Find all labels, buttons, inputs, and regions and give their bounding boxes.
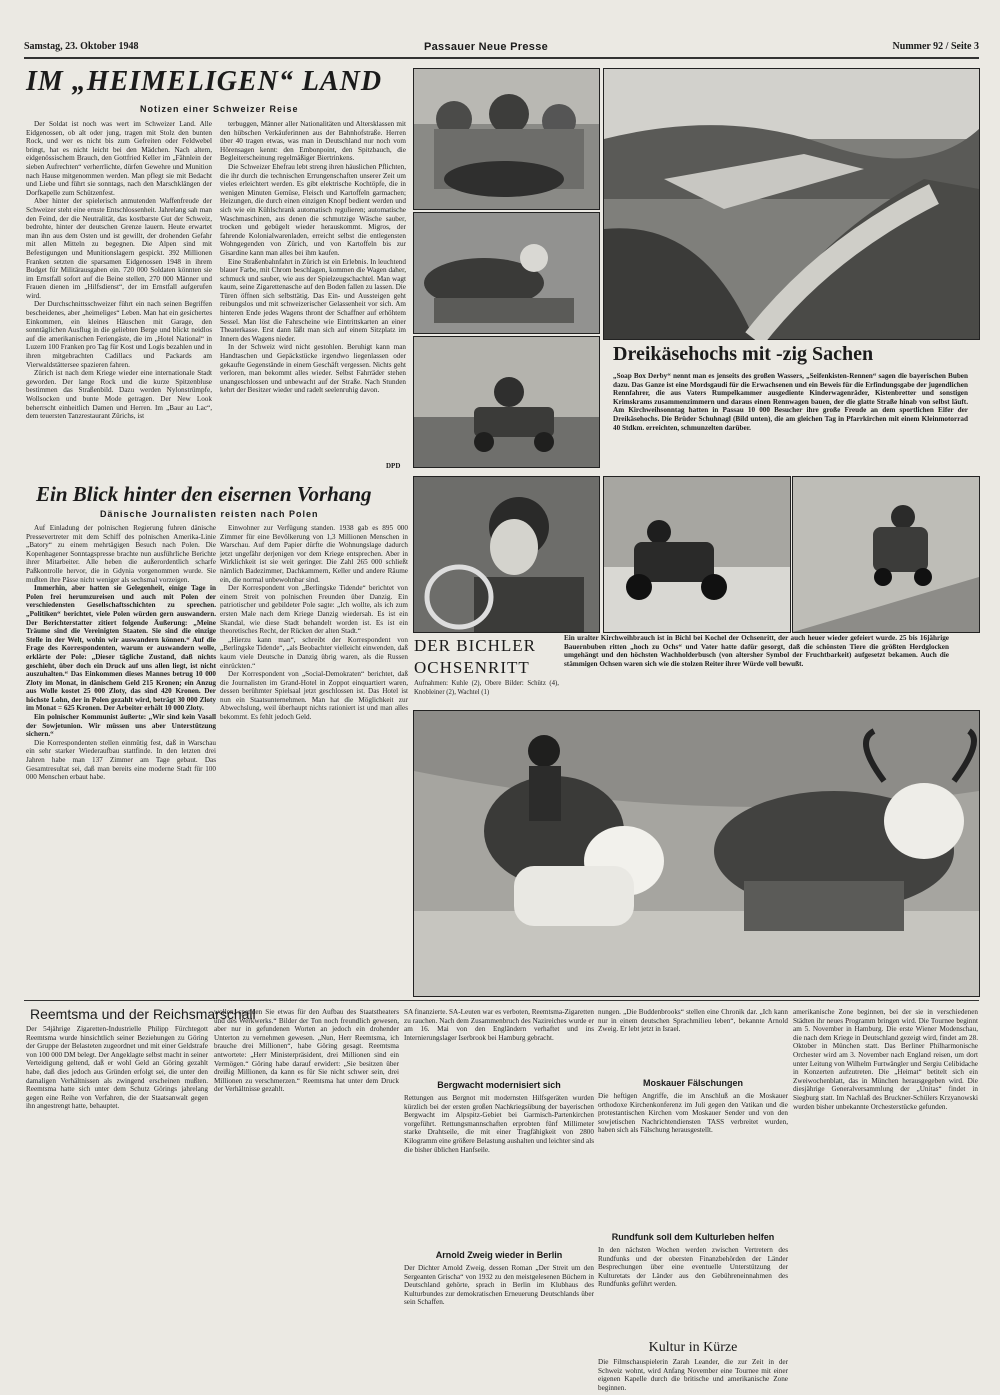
photo-go-kart: [413, 336, 600, 468]
heimeligen-paragraph: Der Soldat ist noch was wert im Schweizer Land. Alle Eidgenossen, ob alt oder jung, tragen mit Stolz den bunten Rock, und wer es nicht bis zum Gefreiten oder Feldwebel bringt, hat es nicht leicht bei den Mädchen. Nach altem, eidgenössischem Brauch, den Gottfried Keller im „Fähnlein der sieben Aufrechten“ verherrlichte, dürfen Gewehre und Munition nach Hause mitgenommen werden. Man pflegt sie mit Bedacht und Liebe und führt sie sonntags, nach den Marschklängen der Dorfkapelle zum Schützenfest.: [26, 120, 212, 197]
vorhang-paragraph: Ein polnischer Kommunist äußerte: „Wir sind kein Vasall der Sowjetunion. Wir müssen uns aber Unterstützung sichern.“: [26, 713, 216, 739]
vorhang-paragraph: Die Korrespondenten stellen einmütig fest, daß in Warschau ein sehr starker Wiederaufbau stattfinde. In den letzten drei Jahren habe man 137 Zimmer am Tage gebaut. Das Gesamtresultat sei, daß man bereits eine moderne Stadt für 100 000 Menschen erbaut habe.: [26, 738, 216, 782]
photo-ox-ride: [413, 710, 980, 997]
heimeligen-paragraph: Die Schweizer Ehefrau lebt streng ihren häuslichen Pflichten, die ihr durch die technischen Errungenschaften unserer Zeit um vieles erleichtert werden. Es gibt elektrische Kochtöpfe, die in wenigen Minuten Gemüse, Fleisch und Kartoffeln garmachen; Heizungen, die durch einen einzigen Knopf bedient werden und sich wie ein Kühlschrank automatisch regulieren; automatische Waschmaschinen, aus denen die schmutzige Wäsche sauber, trocken und gebügelt wieder herauskommt. Migros, der fahrende Kolonialwarenladen, erreicht selbst die entlegensten Wohngegenden von Zürich, und von Kartoffeln bis zur Gisardine kann man alles bei ihm kaufen.: [220, 162, 406, 257]
ochsenritt-credits: Aufnahmen: Kuhle (2), Obere Bilder: Schütz (4), Knobleiner (2), Wachtel (1): [414, 680, 559, 696]
kultur-body: Die Filmschauspielerin Zarah Leander, die zur Zeit in der Schweiz wohnt, wird Anfang November eine Tournee mit einer eigenen Kapelle durch die britische und amerikanische Zone beginnen.: [598, 1358, 788, 1392]
vorhang-subhead: Dänische Journalisten reisten nach Polen: [100, 509, 319, 519]
news-col2-top: nungen. „Die Buddenbrooks“ stellen eine Chronik dar. „Ich kann nur in einem deutschen Sprachmilieu leben“, bekannte Arnold Zweig. Er lebt jetzt in Israel.: [598, 1008, 788, 1034]
photo-racer-child-image: [793, 477, 979, 632]
heimeligen-headline: IM „HEIMELIGEN“ LAND: [26, 66, 383, 97]
moskau-body: Die heftigen Angriffe, die im Anschluß an die Moskauer orthodoxe Kirchenkonferenz im Juli gegen den Vatikan und die protestantischen Kirchen vom Moskauer Sender und von den sowjetischen Nachrichtendiensten TASS verbreitet wurden, haben sich als Fälschung herausgestellt.: [598, 1092, 788, 1135]
heimeligen-credit: DPD: [386, 462, 401, 470]
heimeligen-paragraph: terbuggen, Männer aller Nationalitäten und Altersklassen mit den hübschen Verkäuferinnen aus der Bahnhofstraße. Herren über 40 tragen etwas, was man in Deutschland nur noch vom Hörensagen kennt: den Embonpoint, den Spitzbauch, die Begleiterscheinung regelmäßiger Biertrinkens.: [220, 120, 406, 163]
heimeligen-paragraph: Der Durchschnittsschweizer führt ein nach seinen Begriffen bescheidenes, aber „heimeliges“ Leben. Man hat ein gesichertes Einkommen, ein kleines Häuschen mit Garage, den sonntäglichen Ausflug in die geliebten Berge und blickt neidlos auf die amerikanischen Feriengäste, die im „Hotel National“ in Luzern 100 Franken pro Tag für Kost und Logis bezahlen und in ihren mitgebrachten Cadillacs und Packards am Vierwaldstättersee spazieren fahren.: [26, 300, 212, 369]
photo-racer-child: [792, 476, 980, 633]
news-col1-top: SA finanzierte. SA-Leuten war es verboten, Reemtsma-Zigaretten zu rauchen. Nach dem Zusammenbruch des Nazireiches wurde er am 16. Mai von den Engländern verhaftet und ins Internierungslager Iserbrook bei Hamburg gebracht.: [404, 1008, 594, 1042]
rundfunk-headline: Rundfunk soll dem Kulturleben helfen: [611, 1232, 775, 1242]
heimeligen-paragraph: Eine Straßenbahnfahrt in Zürich ist ein Erlebnis. In leuchtend blauer Farbe, mit Chrom beschlagen, kommen die Wagen daher, schmuck und sauber, wie aus der Spielzeugschachtel. Man wagt kaum, seine Zigarettenasche auf den Boden fallen zu lassen. Die Türen öffnen sich selbsttätig. Das Ein- und Aussteigen geht reibungslos und mit schweizerischer Gelassenheit vor sich. Am hinteren Ende jedes Wagens thront der Schaffner auf erhöhtem Sessel. Man löst die Fahrscheine wie Eintrittskarten an einer Theaterkasse. Erst dann läßt man sich auf einem Sitzplatz im Innern des Wagens nieder.: [220, 257, 406, 343]
vorhang-col1: [26, 524, 216, 994]
vorhang-paragraph: Auf Einladung der polnischen Regierung fuhren dänische Pressevertreter mit dem Schiff des polnischen Amerika-Linie „Batory“ zu einem mehrtägigen Besuch nach Polen. Die Kopenhagener Sonntagspresse brachte nun ausführliche Berichte ihrer Mitarbeiter. Alle heben die außerordentlich scharfe Paßkontrolle hervor, die in Gdynia vorgenommen wurde. Sie mußten ihre Pässe nicht weniger als sechsmal vorzeigen.: [26, 524, 216, 584]
photo-motorcycle: [603, 476, 791, 633]
photo-boy-steering-image: [414, 477, 599, 632]
reemtsma-headline: Reemtsma und der Reichsmarschall: [30, 1006, 256, 1022]
seifenkisten-body: „Soap Box Derby“ nennt man es jenseits des großen Wassers, „Seifenkisten-Rennen“ sagen die bayerischen Buben dazu. Das Ganze ist eine Mordsgaudi für die Erwachsenen und ein Beweis für die Erfindungsgabe der jugendlichen Rennfahrer, die aus Vaters Rumpelkammer ausgediente Kinderwagenräder, Kistenbretter und sonstigen Krimskrams zusammenzimmern und daraus einen Rennwagen bauen, der die glatte Straße hinab von selbst läuft. Am Kirchweihsonntag hatten in Passau 10 000 Besucher ihre große Freude an dem sportlichen Eifer der Dreikäsehochs. Die Brüder Schuhnagl (Bild unten), die am gleichen Tag in Pfarrkirchen mit einem Kleinmotorrad 40 Stdkm. erreichten, schmunzelten darüber.: [613, 372, 968, 432]
reemtsma-col1: Der 54jährige Zigaretten-Industrielle Philipp Fürchtegott Reemtsma wurde hinsichtlich seiner Beziehungen zu Göring der Gruppe der Belasteten zugeordnet und mit einer Geldstrafe von 100 000 DM belegt. Der Angeklagte selbst macht in seiner Verteidigung geltend, daß er wohl Geld an Göring gezahlt habe, daß dies jedoch aus Gründen erfolgt sei, die unter den damaligen Verhältnissen als zwingend erscheinen mußten. Reemtsma hatte sich unter dem Schutz Görings jahrelang gegen eine Reihe von Verfahren, die der Staatsanwalt gegen ihn angestrengt hatte, behauptet.: [26, 1025, 208, 1111]
zweig-headline: Arnold Zweig wieder in Berlin: [435, 1250, 563, 1260]
masthead-rule: [24, 57, 979, 59]
photo-motorcycle-image: [604, 477, 790, 632]
heimeligen-paragraph: In der Schweiz wird nicht gestohlen. Beruhigt kann man Handtaschen und Gepäckstücke irgendwo liegenlassen oder gekaufte Gegenstände in einem Geschäft vergessen. Nichts geht verloren, man bekommt alles wieder. Selbst Fahrräder stehen unangeschlossen und unbewacht auf der Straße. Nach Stunden kehrt der Besitzer wieder und radelt seelenruhig davon.: [220, 343, 406, 395]
photo-boy-lying-image: [414, 213, 599, 333]
ochsenritt-headline-line1: DER BICHLER: [414, 636, 536, 655]
photo-race-hill-image: [604, 69, 979, 339]
photo-boy-lying: [413, 212, 600, 334]
masthead: [24, 38, 979, 56]
bergwacht-headline: Bergwacht modernisiert sich: [437, 1080, 561, 1090]
vorhang-paragraph: Immerhin, aber hatten sie Gelegenheit, einige Tage in Polen frei herumzureisen und auch mit Polen der verschiedensten Gesellschaftsschichten zu sprechen. „Politiken“ berichtet, viele Polen würden gern auswandern. Der Berichterstatter zitiert folgende Äußerung: „Meine Träume sind die Vereinigten Staaten. Sie sind die einzige Stelle in der Welt, wohin wir auswandern können.“ Auf die Frage des Korrespondenten, warum er auswandern wolle, erklärte der Pole: „Dieser tägliche Zustand, daß nichts geschieht, über doch ein Druck auf uns allen liegt, ist nicht auszuhalten.“ Das Einkommen dieses Mannes betrug 10 000 Zloty im Monat, in dänischem Geld 215 Kronen; ein Anzug aus Wolle kostet 25 000 Zloty, das sind 420 Kronen. Der höchste Lohn, der in Polen gezahlt wird, beträgt 30 000 Zloty im Monat = 625 Kronen. Der Arbeiter erhält 10 000 Zloty.: [26, 584, 216, 713]
news-col3: amerikanische Zone beginnen, bei der sie in verschiedenen Städten ihr neues Programm bringen wird. Die Tournee beginnt am 5. November in Hamburg. Die erste Wiener Modenschau, die nach dem Kriege in Deutschland gezeigt wird, findet am 28. Oktober in München statt. Das Berliner Philharmonische Orchester wird am 3. November nach England reisen, um dort unter Leitung von Wilhelm Furtwängler und Sergiu Celibidache in Konzerten aufzutreten. Die „Heimat“ betitelt sich ein Zweiwochenblatt, das in München herausgegeben wird. Die diesjährige Generalversammlung der „Unitas“ findet in Siegburg statt. Im Nachlaß des Bruckner-Schülers Krzyanowski wurden bisher unbekannte Orchesterstücke gefunden.: [793, 1008, 978, 1111]
kultur-headline: Kultur in Kürze: [648, 1340, 738, 1355]
photo-ox-ride-image: [414, 711, 979, 996]
issue-date: Samstag, 23. Oktober 1948: [24, 41, 139, 52]
ochsenritt-headline-line2: OCHSENRITT: [414, 658, 530, 677]
seifenkisten-box: [603, 340, 978, 470]
heimeligen-subhead: Notizen einer Schweizer Reise: [140, 104, 299, 114]
reemtsma-col2: wollen, spenden Sie etwas für den Aufbau des Staatstheaters und des Werkwerks.“ Bilder der Ton noch freundlich gewesen, aber nur in gefundenen Worten an jedoch ein drohender Unterton zu vernehmen gewesen. „Nun, Herr Reemtsma, ich brauche drei Millionen“, habe Göring gesagt. Reemtsma antwortete: „Herr Ministerpräsident, drei Millionen sind ein Vermögen.“ Göring habe darauf erwidert: „Sie besitzen über dreißig Millionen, da kann es für Sie nicht schwer sein, drei Millionen zu verschmerzen.“ Reemtsma hat unter dem Druck der Verhältnisse gezahlt.: [214, 1008, 399, 1094]
vorhang-col2: [220, 524, 408, 994]
vorhang-headline: Ein Blick hinter den eisernen Vorhang: [36, 482, 372, 506]
paper-name: Passauer Neue Presse: [424, 41, 549, 53]
rundfunk-body: In den nächsten Wochen werden zwischen Vertretern des Rundfunks und der obersten Finanzbehörden der Länder Besprechungen über eine eventuelle Unterstützung der Kulturetats der Länder aus den Gebühreneinnahmen des Rundfunks geführt werden.: [598, 1246, 788, 1289]
zweig-body: Der Dichter Arnold Zweig, dessen Roman „Der Streit um den Sergeanten Grischa“ von 1932 zu den meistgelesenen Büchern in Deutschland gehörte, sprach in Berlin im Klubhaus des Kulturbundes zur demokratischen Erneuerung Deutschlands über sein Schaffen.: [404, 1264, 594, 1307]
moskau-headline: Moskauer Fälschungen: [642, 1078, 744, 1088]
vorhang-paragraph: Der Korrespondent von „Berlingske Tidende“ berichtet von einem Streit von polnischen Freunden über Danzig. Ein patriotischer und gebildeter Pole sagte: „Ich wollte, als ich zum ersten Male nach dem Kriege Danzig wiedersah. Es ist ein Skandal, wie diese Stadt behandelt worden ist. Es ist ein theoretisches Recht, der Rücken der alten Stadt.“: [220, 584, 408, 636]
heimeligen-paragraph: Aber hinter der spielerisch anmutenden Waffenfreude der Schweizer steht eine ernste Entschlossenheit. Jahrelang sah man den Feind, der die Neutralität, das kostbarste Gut der Schweiz, bedrohte, hinter der deutschen Grenze lauern. Heute erwartet man ihn aus dem Osten und ist gewillt, der drohenden Gefahr mit allen Mitteln zu begegnen. Die Alpen sind mit Befestigungen und Munitionslagern gespickt. 392 Millionen Franken setzten die sparsamen Eidgenossen 1948 in ihrem Budget für Militärausgaben ein. 720 000 Soldaten könnten sie im Ernstfall sofort auf die Beine stellen, 270 000 Männer und Frauen dienen im „Hilfsdienst“, der im Ernstfall aufgerufen wird.: [26, 197, 212, 300]
vorhang-paragraph: Der Korrespondent von „Social-Demokraten“ berichtet, daß die Journalisten im Grand-Hotel in Zoppot einquartiert waren, dessen berühmter Spielsaal jetzt geschlossen ist. Das Hotel ist nun ein Staatsunternehmen. Man hat die Möglichkeit zur Abwechslung, weil überhaupt nichts rationiert ist und man alles bekommt. Es fehlt jedoch Geld.: [220, 670, 408, 722]
photo-race-crowd: [413, 68, 600, 210]
photo-go-kart-image: [414, 337, 599, 467]
vorhang-paragraph: Einwohner zur Verfügung standen. 1938 gab es 895 000 Zimmer für eine Bevölkerung von 1,3 Millionen Menschen in Warschau. Auf dem Papier dürfte die Wohnungslage dadurch jetzt ungefähr derjenigen vor dem Kriege entsprechen. Aber in Wirklichkeit ist sie weit geringer. Die Zahl 265 000 schließt nämlich Badezimmer, Dachkammern, Keller und andere Räume ein, die normal unbewohnbar sind.: [220, 524, 408, 584]
ochsenritt-headline: [414, 636, 564, 678]
heimeligen-col2: [220, 120, 406, 460]
vorhang-paragraph: „Hierzu kann man“, schreibt der Korrespondent von „Berlingske Tidende“, „als Beobachter vielleicht einwenden, daß kaum viele Deutsche in Danzig übrig waren, als die Russen einrückten.“: [220, 635, 408, 670]
photo-boy-steering: [413, 476, 600, 633]
seifenkisten-headline: Dreikäsehochs mit -zig Sachen: [613, 343, 874, 365]
section-rule: [24, 1000, 979, 1001]
heimeligen-col1: [26, 120, 212, 470]
photo-race-crowd-image: [414, 69, 599, 209]
heimeligen-paragraph: Zürich ist nach dem Kriege wieder eine internationale Stadt geworden. Der lange Rock und die kurze Spitzenbluse bestimmen das Straßenbild. Dazu werden Nylonstrümpfe, Wollsocken und bunte Mode getragen. Der New Look beherrscht einheitlich Damen und Herren. Im „Baur au Lac“, dem teuersten Tanzrestaurant Zürichs, ist: [26, 369, 212, 421]
photo-race-hill: [603, 68, 980, 340]
issue-number: Nummer 92 / Seite 3: [892, 41, 979, 52]
ochsenritt-body: Ein uralter Kirchweihbrauch ist in Bichl bei Kochel der Ochsenritt, der auch heuer wieder gefeiert wurde. 25 bis 16jährige Bauernbuben ritten „hoch zu Ochs“ und Vater hatte dafür gesorgt, daß die schönsten Tiere die größten Herdglocken umgehängt und den höchsten Wachholderbusch (von altersher Symbol der Fruchtbarkeit) aufgesetzt bekamen. Auch die stämmigen Ochsen waren sich wie die stolzen Reiter ihrer Würde voll bewußt.: [564, 634, 949, 668]
bergwacht-body: Rettungen aus Bergnot mit modernsten Hilfsgeräten wurden kürzlich bei der ersten großen Nachkriegsübung der bayerischen Bergwacht im Alpspitz-Gebiet bei Garmisch-Partenkirchen vorgeführt. Rettungsmannschaften erprobten fünf Millimeter starke Drahtseile, die mit einer Tragfähigkeit von 2800 Kilogramm eine größere Belastung aushalten und leichter sind als die bisher üblichen Hanfseile.: [404, 1094, 594, 1154]
